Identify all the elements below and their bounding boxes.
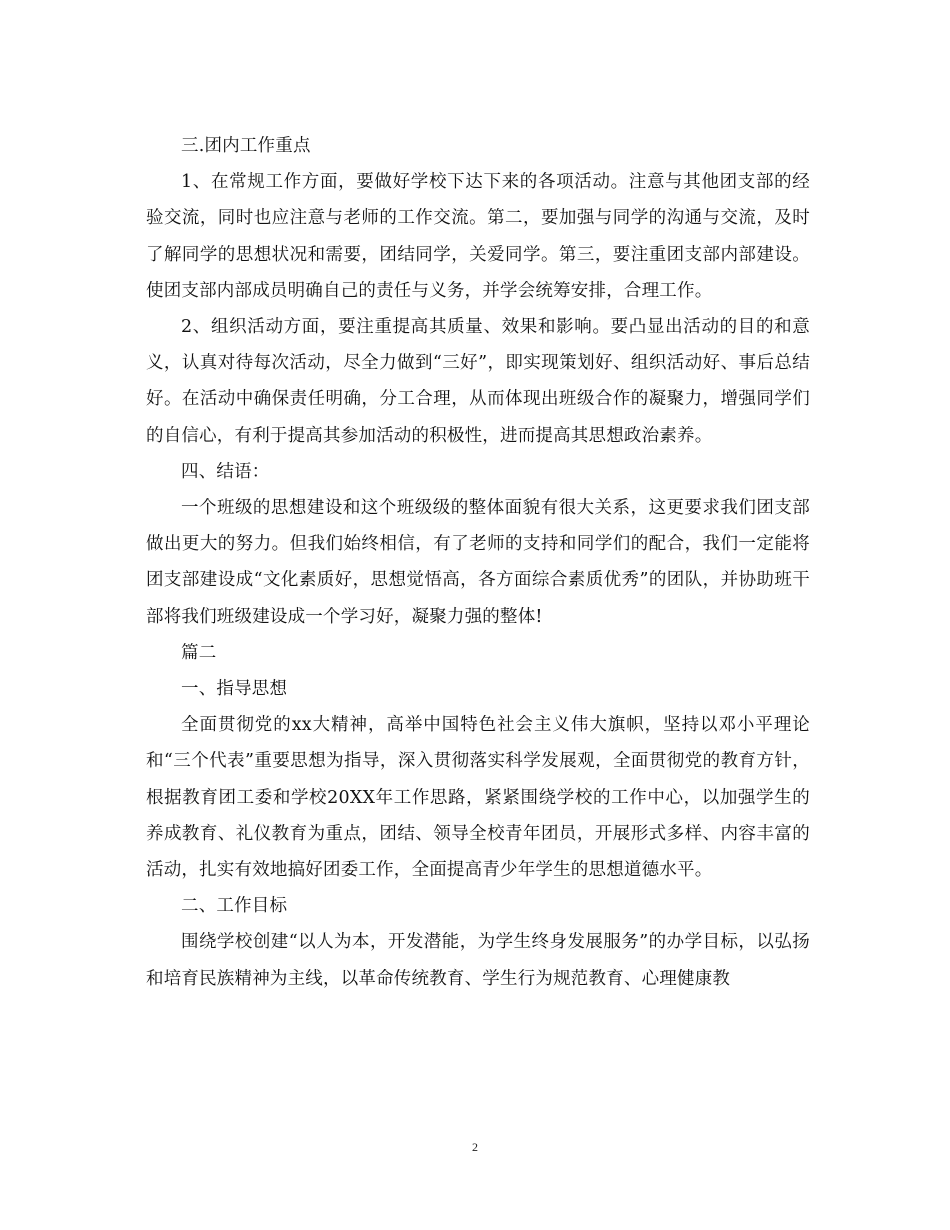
document-body (146, 128, 810, 997)
page-number: 2 (472, 1140, 478, 1154)
section-heading-team-work-focus: 三.团内工作重点 (181, 136, 311, 156)
paragraph-routine-work: 1、在常规工作方面，要做好学校下达下来的各项活动。注意与其他团支部的经验交流，同时也应注意与老师的工作交流。第二，要加强与同学的沟通与交流，及时了解同学的思想状况和需要，团结同学，关爱同学。第三，要注重团支部内部建设。使团支部内部成员明确自己的责任与义务，并学会统筹安排，合理工作。 (146, 172, 810, 301)
section-heading-work-goals: 二、工作目标 (181, 896, 288, 917)
paragraph-guiding-ideology: 全面贯彻党的xx大精神，高举中国特色社会主义伟大旗帜，坚持以邓小平理论和“三个代表”重要思想为指导，深入贯彻落实科学发展观，全面贯彻党的教育方针，根据教育团工委和学校20XX年工作思路，紧紧围绕学校的工作中心，以加强学生的养成教育、礼仪教育为重点，团结、领导全校青年团员，开展形式多样、内容丰富的活动，扎实有效地搞好团委工作，全面提高青少年学生的思想道德水平。 (146, 715, 810, 881)
paragraph-organize-activities: 2、组织活动方面，要注重提高其质量、效果和影响。要凸显出活动的目的和意义，认真对待每次活动，尽全力做到“三好”，即实现策划好、组织活动好、事后总结好。在活动中确保责任明确，分工合理，从而体现出班级合作的凝聚力，增强同学们的自信心，有利于提高其参加活动的积极性，进而提高其思想政治素养。 (146, 317, 810, 446)
section-heading-conclusion: 四、结语： (181, 461, 270, 482)
paragraph-work-goals: 围绕学校创建“以人为本，开发潜能，为学生终身发展服务”的办学目标，以弘扬和培育民族精神为主线，以革命传统教育、学生行为规范教育、心理健康教 (146, 932, 810, 989)
paragraph-conclusion: 一个班级的思想建设和这个班级级的整体面貌有很大关系，这更要求我们团支部做出更大的努力。但我们始终相信，有了老师的支持和同学们的配合，我们一定能将团支部建设成“文化素质好，思想觉悟高，各方面综合素质优秀”的团队，并协助班干部将我们班级建设成一个学习好，凝聚力强的整体! (146, 498, 810, 627)
section-heading-guiding-ideology: 一、指导思想 (181, 679, 288, 700)
chapter-heading-part-two: 篇二 (181, 642, 217, 663)
